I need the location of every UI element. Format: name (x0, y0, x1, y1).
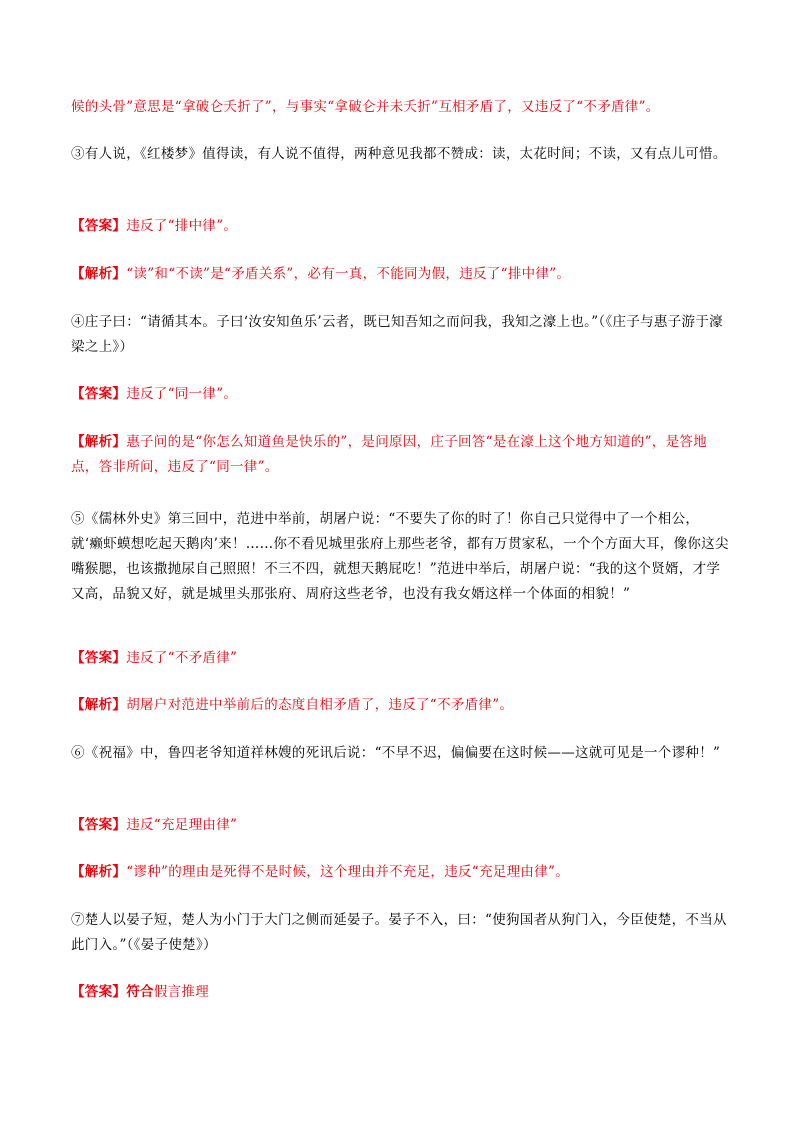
answer-4 (71, 382, 731, 407)
analysis-text: 惠子问的是“你怎么知道鱼是快乐的”，是问原因，庄子回答“是在濠上这个地方知道的”，是答地点，答非所问，违反了“同一律”。 (71, 434, 708, 475)
analysis-tag: 【解析】 (71, 697, 127, 713)
question-text: ⑤《儒林外史》第三回中，范进中举前，胡屠户说：“不要失了你的时了！你自己只觉得中了一个相公，就‘癞虾蟆想吃起天鹅肉’来！……你不看见城里张府上那些老爷，都有万贯家私，一个个方面大耳，像你这尖嘴猴腮，也该撒抛尿自己照照！不三不四，就想天鹅屁吃！”范进中举后，胡屠户说：“我的这个贤婿，才学又高，品貌又好，就是城里头那张府、周府这些老爷，也没有我女婿这样一个体面的相貌！” (71, 511, 729, 602)
answer-text: 违反“充足理由律” (126, 817, 238, 833)
question-4 (71, 310, 731, 360)
question-text: ④庄子曰：“请循其本。子曰‘汝安知鱼乐’云者，既已知吾知之而问我，我知之濠上也。”（《庄子与惠子游于濠梁之上》） (71, 314, 723, 355)
answer-tag: 【答案】 (71, 386, 127, 402)
answer-bold-text: 符合 (126, 984, 154, 1000)
analysis-tag: 【解析】 (71, 266, 127, 282)
answer-tag: 【答案】 (71, 218, 127, 234)
answer-text: 违反了“不矛盾律” (126, 650, 238, 666)
answer-3 (71, 214, 731, 239)
analysis-tag: 【解析】 (71, 434, 127, 450)
answer-6 (71, 813, 731, 838)
analysis-text: “谬种”的理由是死得不是时候，这个理由并不充足，违反“充足理由律”。 (126, 864, 570, 880)
analysis-text: 候的头骨”意思是“拿破仑夭折了”，与事实“拿破仑并未夭折”互相矛盾了，又违反了“不矛盾律”。 (71, 99, 660, 115)
analysis-4 (71, 430, 731, 480)
analysis-text: “读”和“不读”是“矛盾关系”，必有一真，不能同为假，违反了“排中律”。 (126, 266, 571, 282)
question-3 (71, 142, 731, 167)
analysis-text: 胡屠户对范进中举前后的态度自相矛盾了，违反了“不矛盾律”。 (126, 697, 514, 713)
analysis-tag: 【解析】 (71, 864, 127, 880)
question-6 (71, 741, 731, 766)
analysis-5 (71, 693, 731, 718)
question-7 (71, 908, 731, 958)
answer-text: 假言推理 (153, 984, 210, 1000)
answer-tag: 【答案】 (71, 650, 127, 666)
answer-tag: 【答案】 (71, 984, 127, 1000)
analysis-3 (71, 262, 731, 287)
analysis-6 (71, 860, 731, 885)
answer-7 (71, 980, 731, 1005)
paragraph-continuation (71, 95, 731, 120)
question-text: ③有人说，《红楼梦》值得读，有人说不值得，两种意见我都不赞成：读，太花时间；不读，又有点儿可惜。 (71, 146, 727, 162)
question-text: ⑥《祝福》中，鲁四老爷知道祥林嫂的死讯后说：“不早不迟，偏偏要在这时候——这就可见是一个谬种！” (71, 745, 721, 761)
answer-tag: 【答案】 (71, 817, 127, 833)
answer-5 (71, 646, 731, 671)
answer-text: 违反了“同一律”。 (126, 386, 238, 402)
question-text: ⑦楚人以晏子短，楚人为小门于大门之侧而延晏子。晏子不入，曰：“使狗国者从狗门入，今臣使楚，不当从此门入。”（《晏子使楚》） (71, 912, 727, 953)
question-5 (71, 507, 731, 607)
answer-text: 违反了“排中律”。 (126, 218, 238, 234)
